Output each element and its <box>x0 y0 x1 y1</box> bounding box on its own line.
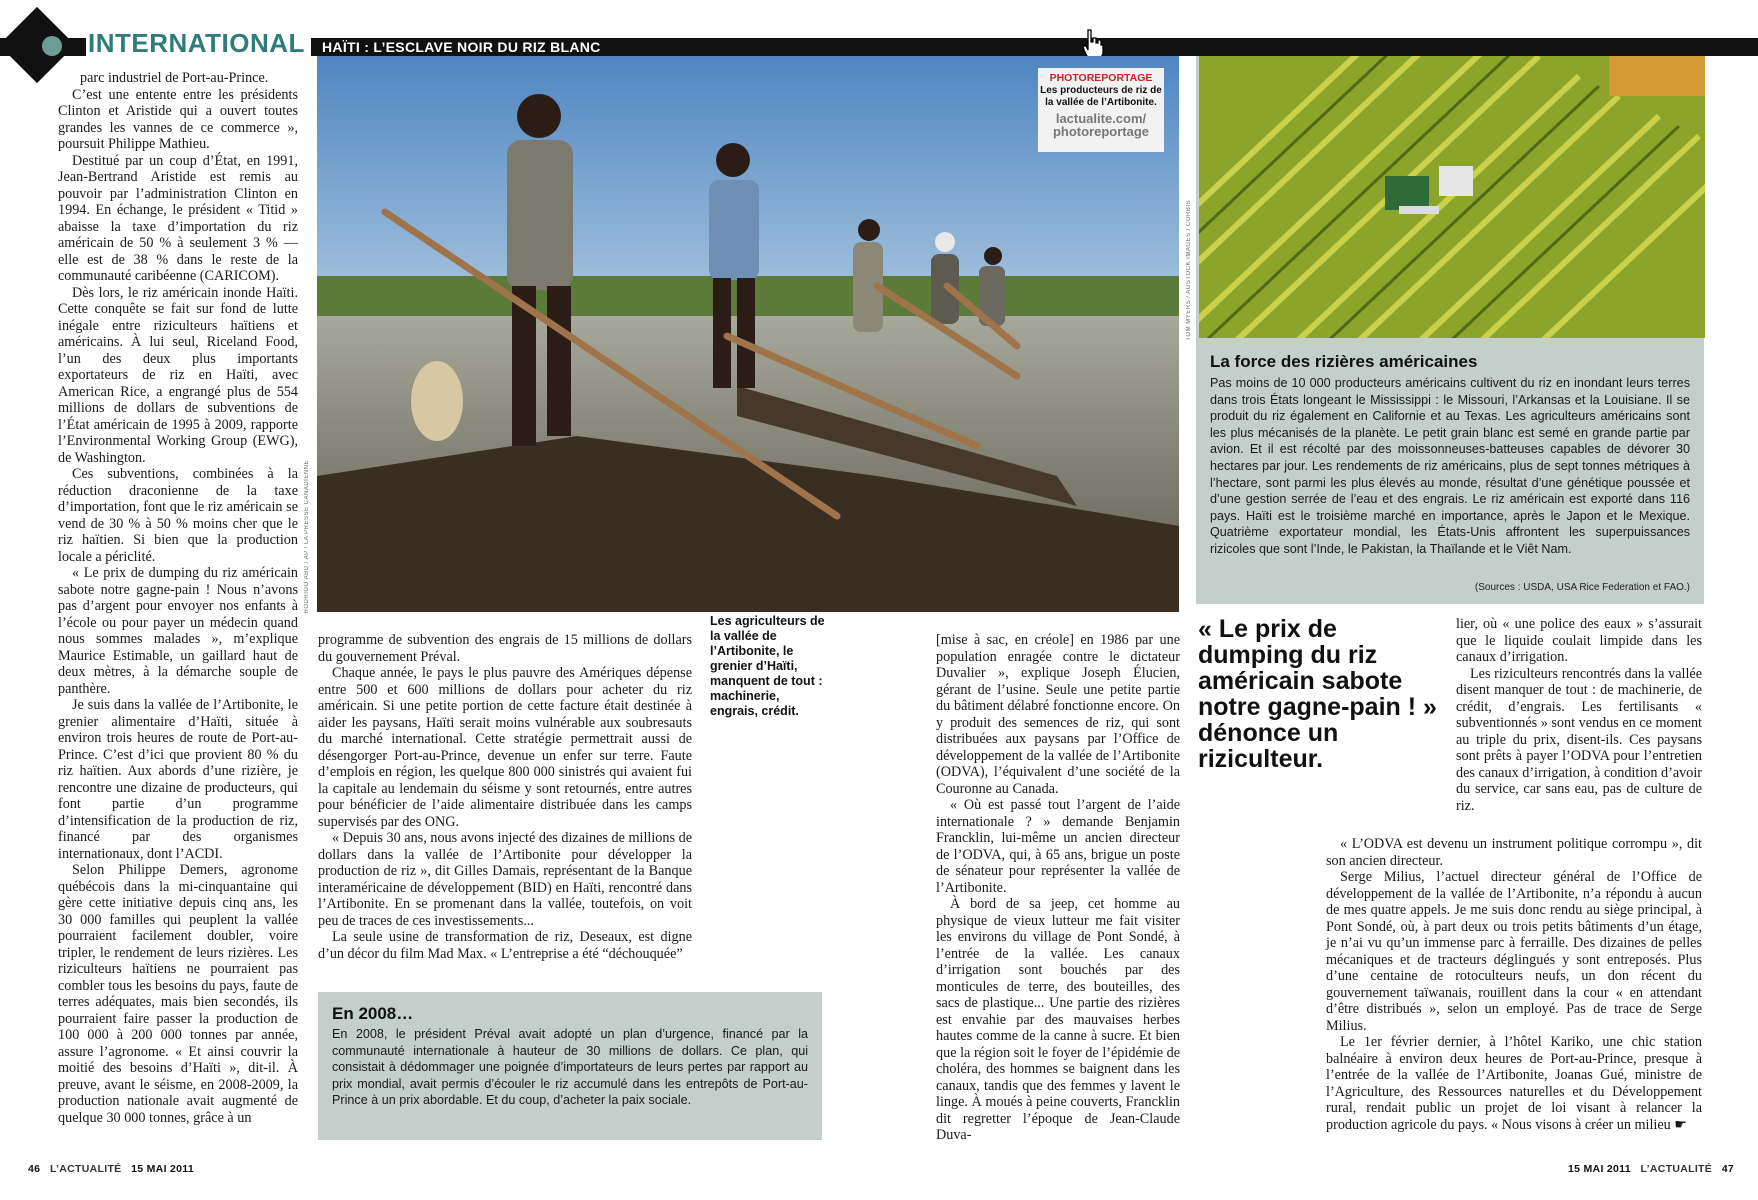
photoreportage-box[interactable] <box>1038 68 1164 152</box>
paragraph: Les riziculteurs rencontrés dans la vallée disent manquer de tout : de machinerie, de crédit, d’engrais. Les fertilisants « subventionnés » sont vendus en ce moment au triple du prix, disent-ils. Ces paysans sont prêts à payer l’ODVA pour l’entretien des canaux d’irrigation, à condition d’avoir du service, car sans eau, pas de culture de riz. <box>1456 665 1702 814</box>
pull-quote: « Le prix de dumping du riz américain sabote notre gagne-pain ! » dénonce un riziculteur. <box>1198 615 1437 773</box>
photoreportage-label: PHOTOREPORTAGE <box>1049 72 1153 84</box>
box-2008 <box>318 992 822 1140</box>
footer-date-left: 15 MAI 2011 <box>131 1163 194 1175</box>
photo-credit-1: RODRIGO ABD / AP / LA PRESSE CANADIENNE <box>304 460 310 614</box>
photoreportage-link-2[interactable]: photoreportage <box>1052 124 1150 139</box>
running-head: HAÏTI : L’ESCLAVE NOIR DU RIZ BLANC <box>322 39 601 55</box>
paragraph: [mise à sac, en créole] en 1986 par une population enragée contre le dictateur Duvalier », explique Joseph Élucien, gérant de l’usine. Seule une petite partie du bâtiment délabré fonctionne encore. On y produit des semences de riz, qui sont distribuées aux paysans par l’Office de développement de la vallée de l’Artibonite (ODVA), l’équivalent d’une société de la Couronne au Canada. <box>936 632 1180 797</box>
paragraph: « Depuis 30 ans, nous avons injecté des dizaines de millions de dollars dans la vallée de l’Artibonite pour développer la production de riz », dit Gilles Damais, représentant de la Banque interaméricaine de développement (BID) en Haïti, rencontré dans l’Artibonite. En se promenant dans la vallée, toutefois, on voit peu de traces de ces investissements... <box>318 830 692 929</box>
article-column-4-top <box>1456 616 1702 814</box>
paragraph: lier, où « une police des eaux » s’assurait que le liquide coulait limpide dans les canaux d’irrigation. <box>1456 616 1702 665</box>
photoreportage-text: Les producteurs de riz de la vallée de l’Artibonite. <box>1040 85 1162 108</box>
photo-caption: Les agriculteurs de la vallée de l’Artibonite, le grenier d’Haïti, manquent de tout : machinerie, engrais, crédit. <box>710 614 825 718</box>
box-2008-title: En 2008… <box>332 1004 414 1023</box>
footer-brand-right: L’ACTUALITÉ <box>1640 1163 1713 1175</box>
paragraph: Ces subventions, combinées à la réduction draconienne de la taxe d’importation, font que le riz américain se vend de 30 % à 50 % moins cher que le riz haïtien. Si bien que la production locale a périclité. <box>58 466 298 565</box>
article-column-2 <box>318 632 692 962</box>
page-number-right: 47 <box>1721 1163 1734 1175</box>
footer-date-right: 15 MAI 2011 <box>1568 1163 1631 1175</box>
photoreportage-link-1[interactable]: lactualite.com/ <box>1055 111 1147 126</box>
paragraph: « L’ODVA est devenu un instrument politique corrompu », dit son ancien directeur. <box>1326 836 1702 869</box>
paragraph: « Le prix de dumping du riz américain sabote notre gagne-pain ! Nous n’avons pas d’argent pour envoyer nos enfants à l’école ou pour payer un médecin quand nous sommes malades », m’explique Maurice Estimable, un gaillard haut de deux mètres, à la démarche souple de panthère. <box>58 565 298 697</box>
harvester-photo <box>1199 56 1705 338</box>
paragraph: Destitué par un coup d’État, en 1991, Jean-Bertrand Aristide est remis au pouvoir par l’administration Clinton en 1994. En échange, le président « Titid » abaisse la taxe d’importation du riz américain de 50 % à seulement 3 % — elle est de 38 % dans le reste de la communauté caribéenne (CARICOM). <box>58 152 298 284</box>
article-column-3 <box>936 632 1180 1144</box>
paragraph: Chaque année, le pays le plus pauvre des Amériques dépense entre 500 et 600 millions de dollars pour acheter du riz américain. Si une petite portion de cette facture était destinée à aider les paysans, Haïti serait moins vulnérable aux soubresauts du marché international. Cette stratégie permettrait aussi de désengorger Port-au-Prince, devenue un enfer sur terre. Faute d’emplois en région, les quelque 800 000 sinistrés qui avaient fui la capitale au lendemain du séisme y sont retournés, entre autres pour bénéficier de l’aide alimentaire distribuée dans les camps supervisés par des ONG. <box>318 665 692 830</box>
footer-brand-left: L’ACTUALITÉ <box>49 1163 122 1175</box>
article-column-4-bottom <box>1326 836 1702 1133</box>
section-title: INTERNATIONAL <box>86 28 311 59</box>
sidebar-sources: (Sources : USDA, USA Rice Federation et FAO.) <box>1474 582 1690 593</box>
paragraph: « Où est passé tout l’argent de l’aide internationale ? » demande Benjamin Francklin, lui-même un ancien directeur de l’ODVA, qui, à 65 ans, brigue un poste de sénateur pour représenter la vallée de l’Artibonite. <box>936 797 1180 896</box>
paragraph: programme de subvention des engrais de 15 millions de dollars du gouvernement Préval. <box>318 632 692 665</box>
page-number-left: 46 <box>28 1163 41 1175</box>
paragraph: Dès lors, le riz américain inonde Haïti. Cette conquête se fait sur fond de lutte inégale entre riziculteurs haïtiens et américains. À lui seul, Riceland Food, l’un des deux plus importants exportateurs de riz en Haïti, avec American Rice, a engrangé plus de 554 millions de dollars de subventions de l’État américain de 1995 à 2009, rapporte l’Environmental Working Group (EWG), de Washington. <box>58 284 298 466</box>
footer-left <box>28 1163 194 1175</box>
paragraph: La seule usine de transformation de riz, Deseaux, est digne d’un décor du film Mad Max. « L’entreprise a été “déchouquée” <box>318 929 692 962</box>
paragraph: Selon Philippe Demers, agronome québécois dans la mi-cinquantaine qui gère cette initiative depuis cinq ans, les 30 000 familles qui peuplent la vallée pourraient facilement doubler, voire tripler, le rendement de leurs rizières. Les riziculteurs haïtiens ne pourraient pas combler tous les besoins du pays, faute de terres adéquates, mais bien secondés, ils pourraient faire passer la production de 100 000 à 200 000 tonnes par année, assure l’agronome. « Et ainsi couvrir la moitié des besoins d’Haïti », dit-il. À preuve, avant le séisme, en 2008-2009, la production nationale avait augmenté de quelque 30 000 tonnes, grâce à un <box>58 862 298 1126</box>
photo-credit-2: TOM MYERS / AGSTOCK IMAGES / CORBIS <box>1186 200 1192 341</box>
box-2008-text: En 2008, le président Préval avait adopté un plan d’urgence, financé par la communauté internationale à hauteur de 30 millions de dollars. Ce plan, qui consistait à dédommager une poignée d’importateurs de leurs pertes par rapport au prix mondial, avait permis d’écouler le riz accumulé dans les entrepôts de Port-au-Prince à un prix abordable. Et du coup, d’acheter la paix sociale. <box>332 1027 808 1108</box>
paragraph: C’est une entente entre les présidents Clinton et Aristide qui a ouvert toutes grandes les vannes de ce commerce », poursuit Philippe Mathieu. <box>58 86 298 152</box>
section-dot-icon <box>42 36 62 56</box>
sidebar-text: Pas moins de 10 000 producteurs américains cultivent du riz en inondant leurs terres dans trois États longeant le Mississippi : le Missouri, l’Arkansas et la Louisiane. Il se produit du riz également en Californie et au Texas. Les agriculteurs américains sont les plus mécanisés de la planète. Le petit grain blanc est semé en grande partie par avion. Et il est récolté par des moissonneuses-batteuses capables de dévorer 30 hectares par jour. Les rendements de riz américains, plus de sept tonnes métriques à l’hectare, sont parmi les plus élevés au monde, résultat d’une génétique poussée et d’une gestion serrée de l’eau et des engrais. Le riz américain est exporté dans 116 pays. Haïti est le troisième marché en importance, après le Japon et le Mexique. Quatrième exportateur mondial, les États-Unis affrontent les superpuissances rizicoles que sont l’Inde, le Pakistan, la Thaïlande et le Viêt Nam. <box>1210 376 1690 556</box>
article-column-1 <box>58 70 298 1126</box>
sidebar-title: La force des rizières américaines <box>1210 352 1478 371</box>
paragraph: Le 1er février dernier, à l’hôtel Kariko, une chic station balnéaire à environ deux heures de Port-au-Prince, presque à l’entrée de la vallée de l’Artibonite, Joanas Gué, ministre de l’Agriculture, des Ressources naturelles et du Développement rural, rendait public un projet de loi visant à relancer la production agricole du pays. « Nous visons à créer un milieu ☛ <box>1326 1034 1702 1133</box>
paragraph: parc industriel de Port-au-Prince. <box>80 70 269 86</box>
paragraph: Serge Milius, l’actuel directeur général de l’Office de développement de la vallée de l’Artibonite, n’a répondu à aucun de mes quatre appels. Je me suis donc rendu au siège principal, à Pont Sondé, où, à part deux ou trois petits bâtiments d’un étage, je n’ai vu qu’un immense parc à ferraille. Des dizaines de pelles mécaniques et de tracteurs déglingués y sont entreposés. Plus d’une centaine de rotoculteurs neufs, un don récent du gouvernement taïwanais, rouillent dans la cour « en attendant d’être distribués », selon un employé. Pas de trace de Serge Milius. <box>1326 869 1702 1034</box>
paragraph: Je suis dans la vallée de l’Artibonite, le grenier alimentaire d’Haïti, située à environ trois heures de route de Port-au-Prince. C’est d’ici que provient 80 % du riz haïtien. Aux abords d’une rizière, je rencontre une dizaine de producteurs, qui font partie d’un programme d’intensification de la production de riz, financé par des organismes internationaux, dont l’ACDI. <box>58 697 298 862</box>
footer-right <box>1568 1163 1734 1175</box>
paragraph: À bord de sa jeep, cet homme au physique de vieux lutteur me fait visiter les environs du village de Pont Sondé, à l’entrée de la vallée. Les canaux d’irrigation sont bouchés par des monticules de terre, des bouteilles, des sacs de plastique... Une partie des rizières est envahie par des mauvaises herbes hautes comme de la canne à sucre. Et bien que la région soit le foyer de l’épidémie de choléra, des hommes se baignent dans les canaux, tandis que des femmes y lavent le linge. À moués à peine couverts, Francklin dit regretter l’époque de Jean-Claude Duva- <box>936 896 1180 1143</box>
